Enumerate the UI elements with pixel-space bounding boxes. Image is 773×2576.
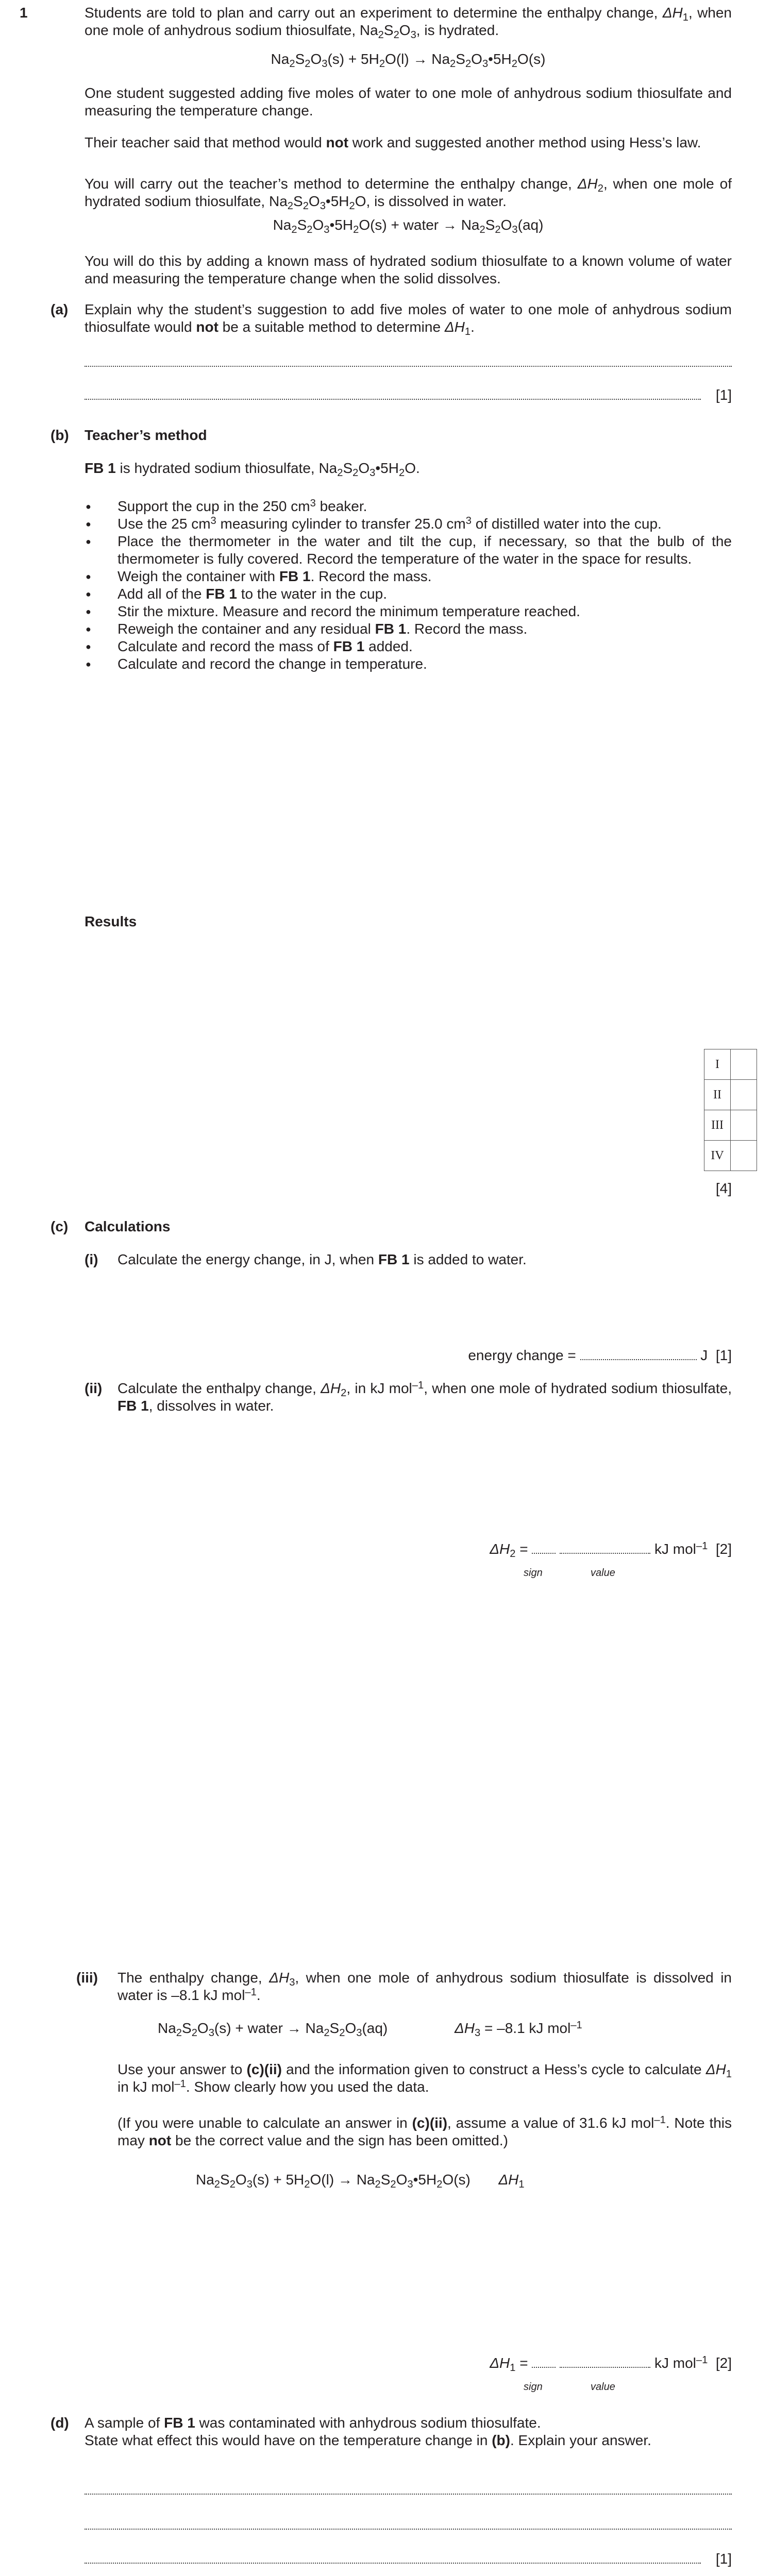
delta-h2-answer[interactable]: $\Delta H_2$ = kJ mol$^{-1}$ [2] — [490, 1540, 732, 1560]
delta-h1-answer[interactable]: $\Delta H_1$ = kJ mol$^{-1}$ [2] — [490, 2354, 732, 2374]
method-summary-paragraph: You will do this by adding a known mass of hydrated sodium thiosulfate to a known volume of water and measuring the temperature change when the solid dissolves. — [85, 253, 732, 286]
equation-hydration: $Na_2S_2O_3(s) + 5H_2O(l)$ → $Na_2S_2O_3•5H_2O(s)$ — [271, 51, 546, 70]
results-heading: Results — [85, 913, 137, 929]
teacher-comment-paragraph: Their teacher said that method would not work and suggested another method using Hess’s law. — [85, 134, 701, 150]
delta-h3-value: $\Delta H_3 = -8.1$ kJ mol$^{-1}$ — [455, 2019, 582, 2039]
answer-line[interactable] — [580, 1348, 697, 1360]
part-c-i-label: (i) — [85, 1251, 98, 1267]
part-a-question: Explain why the student’s suggestion to add five moles of water to one mole of anhydrous sodium thiosulfate would not be a suitable method to determine $\Delta H_1$. — [85, 301, 732, 338]
marking-box — [731, 1049, 757, 1080]
part-b-mark: [4] — [715, 1180, 732, 1196]
energy-change-answer[interactable]: energy change = J [1] — [468, 1347, 732, 1363]
answer-line[interactable] — [85, 2529, 732, 2530]
marking-grid — [704, 1049, 757, 1171]
hess-cycle-instruction: Use your answer to (c)(ii) and the information given to construct a Hess’s cycle to calculate $\Delta H_1$ in kJ mol$^{-1}$. Show clearly how you used the data. — [117, 2061, 732, 2095]
method-step: ● Use the 25 $cm^3$ measuring cylinder to transfer 25.0 $cm^3$ of distilled water into the cup. — [85, 515, 732, 533]
part-c-ii-label: (ii) — [85, 1380, 103, 1396]
marking-row-label: II — [704, 1080, 731, 1110]
part-d-question: A sample of FB 1 was contaminated with anhydrous sodium thiosulfate. State what effect this would have on the temperature change in (b). Explain your answer. — [85, 2415, 651, 2448]
method-steps-list — [85, 498, 732, 673]
value-answer-line[interactable] — [560, 2355, 650, 2368]
method-step: ● Calculate and record the change in temperature. — [85, 655, 732, 673]
method-step: ● Calculate and record the mass of FB 1 added. — [85, 638, 732, 655]
equation-dissolving-hydrated: $Na_2S_2O_3•5H_2O(s)$ + water → $Na_2S_2O_3(aq)$ — [273, 217, 544, 236]
part-c-iii-intro: The enthalpy change, $\Delta H_3$, when one mole of anhydrous sodium thiosulfate is dissolved in water is –8.1 kJ mol$^{-1}$. — [117, 1970, 732, 2003]
answer-line[interactable] — [85, 366, 732, 367]
method-step: ● Stir the mixture. Measure and record the minimum temperature reached. — [85, 603, 732, 620]
part-c-ii-question: Calculate the enthalpy change, $\Delta H_2$, in kJ mol$^{-1}$, when one mole of hydrated sodium thiosulfate, FB 1, dissolves in water. — [117, 1379, 732, 1414]
part-c-label: (c) — [51, 1218, 69, 1234]
part-d-mark: [1] — [715, 2551, 732, 2567]
marking-row-label: III — [704, 1110, 731, 1141]
part-a-mark: [1] — [715, 387, 732, 403]
fallback-value-note: (If you were unable to calculate an answer in (c)(ii), assume a value of 31.6 kJ mol$^{-1}$. Note this may not be the correct value and the sign has been omitted.) — [117, 2114, 732, 2148]
answer-line[interactable] — [85, 2494, 732, 2495]
marking-row-label: I — [704, 1049, 731, 1080]
hess-cycle-equation: $Na_2S_2O_3(s) + 5H_2O(l)$ → $Na_2S_2O_3•5H_2O(s)$ $\Delta H_1$ — [196, 2172, 525, 2191]
part-a-label: (a) — [51, 301, 69, 317]
method-step: ● Support the cup in the 250 $cm^3$ beaker. — [85, 498, 732, 515]
sign-answer-line[interactable] — [532, 2355, 556, 2368]
hess-cycle-working-space[interactable] — [117, 2200, 732, 2344]
method-step: ● Add all of the FB 1 to the water in the cup. — [85, 585, 732, 603]
method-step: ● Weigh the container with FB 1. Record the mass. — [85, 568, 732, 585]
results-space[interactable] — [85, 943, 693, 1159]
teachers-method-heading: Teacher’s method — [85, 427, 207, 443]
value-caption: value — [591, 2381, 615, 2393]
value-answer-line[interactable] — [560, 1541, 650, 1554]
intro-paragraph: Students are told to plan and carry out an experiment to determine the enthalpy change, $\Delta H_1$, when one mole of anhydrous sodium thiosulfate, $Na_2S_2O_3$, is hydrated. — [85, 5, 732, 41]
marking-box — [731, 1110, 757, 1141]
part-c-iii-label: (iii) — [76, 1970, 98, 1986]
student-suggestion-paragraph: One student suggested adding five moles of water to one mole of anhydrous sodium thiosulfate and measuring the temperature change. — [85, 85, 732, 118]
answer-line[interactable] — [85, 2563, 701, 2564]
marking-row-label: IV — [704, 1141, 731, 1171]
method-step: ● Reweigh the container and any residual FB 1. Record the mass. — [85, 620, 732, 638]
marking-box — [731, 1141, 757, 1171]
sign-answer-line[interactable] — [532, 1541, 556, 1554]
answer-line[interactable] — [85, 399, 701, 400]
teacher-method-paragraph: You will carry out the teacher’s method to determine the enthalpy change, $\Delta H_2$, when one mole of hydrated sodium thiosulfate, $Na_2S_2O_3•5H_2O$, is dissolved in water. — [85, 176, 732, 212]
equation-anhydrous-dissolving: $Na_2S_2O_3(s)$ + water → $Na_2S_2O_3(aq)$ — [158, 2020, 388, 2039]
part-d-label: (d) — [51, 2415, 69, 2431]
calculations-heading: Calculations — [85, 1218, 171, 1234]
marking-box — [731, 1080, 757, 1110]
part-b-label: (b) — [51, 427, 69, 443]
question-number: 1 — [20, 5, 28, 21]
sign-caption: sign — [524, 2381, 543, 2393]
sign-caption: sign — [524, 1567, 543, 1579]
fb1-description: FB 1 is hydrated sodium thiosulfate, $Na_2S_2O_3•5H_2O$. — [85, 460, 420, 479]
part-c-i-question: Calculate the energy change, in J, when FB 1 is added to water. — [117, 1251, 527, 1267]
value-caption: value — [591, 1567, 615, 1579]
method-step: ● Place the thermometer in the water and tilt the cup, if necessary, so that the bulb of the thermometer is fully covered. Record the temperature of the water in the space for results. — [85, 533, 732, 568]
